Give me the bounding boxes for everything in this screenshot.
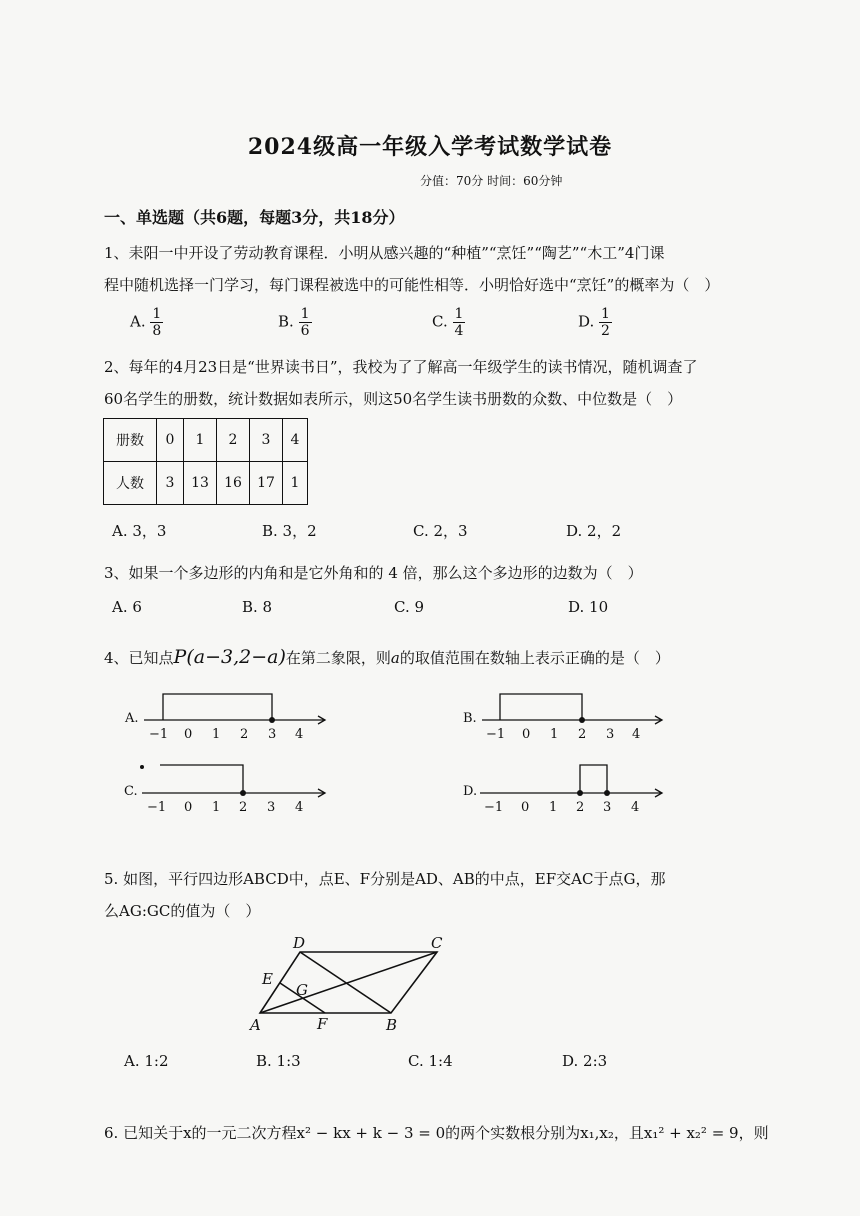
q2-option-c[interactable]: C. 2，3 [413,522,468,540]
table-cell: 2 [217,419,250,462]
q1-line2: 程中随机选择一门学习，每门课程被选中的可能性相等．小明恰好选中“烹饪”的概率为（ ） [104,276,720,294]
table-cell: 0 [157,419,184,462]
tick-label: 1 [550,727,559,742]
tick-label: 3 [603,800,612,815]
q1-option-b-fraction: $\frac{1}{6}$ [300,306,310,339]
q5-line2: 么AG:GC的值为（ ） [104,902,261,920]
q2-option-b[interactable]: B. 3，2 [262,522,317,540]
table-cell: 3 [250,419,283,462]
table-cell: 1 [283,462,308,505]
point-label-f: F [317,1015,328,1033]
score-time-info: 分值：70分 时间：60分钟 [420,174,563,188]
tick-label: 2 [578,727,587,742]
q1-option-a-fraction: $\frac{1}{8}$ [152,306,162,339]
tick-label: 2 [576,800,585,815]
section-heading: 一、单选题（共6题，每题3分，共18分） [104,208,405,227]
tick-label: −1 [149,727,169,742]
tick-label: 4 [631,800,640,815]
tick-label: 3 [267,800,276,815]
q2-line2: 60名学生的册数，统计数据如表所示，则这50名学生读书册数的众数、中位数是（ ） [104,390,683,408]
q5-option-a[interactable]: A. 1:2 [124,1052,169,1070]
point-label-b: B [386,1016,398,1034]
page-title: 2024级高一年级入学考试数学试卷 [247,134,613,160]
q4-label-d: D. [463,784,478,799]
q3-option-d[interactable]: D. 10 [568,598,609,616]
tick-label: 1 [549,800,558,815]
q1-option-d-label: D. [578,312,595,331]
tick-label: 1 [212,800,221,815]
tick-label: 4 [295,727,304,742]
q1-option-d-fraction: $\frac{1}{2}$ [601,306,610,339]
q4-label-b: B. [463,711,477,726]
tick-label: 2 [239,800,248,815]
q4-var: a [390,649,400,667]
tick-label: 1 [212,727,221,742]
q1-option-c-label: C. [432,312,448,331]
q2-option-a[interactable]: A. 3，3 [112,522,167,540]
tick-label: 3 [268,727,277,742]
q5-figure [260,952,437,1013]
point-label-d: D [293,934,306,952]
q1-option-a-label: A. [130,312,146,331]
q5-line1: 5. 如图，平行四边形ABCD中，点E、F分别是AD、AB的中点，EF交AC于点G，那 [104,870,666,888]
q1-option-c-fraction: $\frac{1}{4}$ [454,306,464,339]
q5-option-d[interactable]: D. 2:3 [562,1052,608,1070]
q6-line1: 6. 已知关于x的一元二次方程x² − kx + k − 3 = 0的两个实数根分别为x₁,x₂，且x₁² + x₂² = 9，则 [104,1124,769,1142]
tick-label: −1 [147,800,167,815]
tick-label: −1 [484,800,504,815]
table-cell: 人数 [104,462,157,505]
q5-option-c[interactable]: C. 1:4 [408,1052,453,1070]
q4-point: P(a−3,2−a) [173,646,286,668]
q4-middle: 在第二象限，则 [285,649,391,667]
q5-option-b[interactable]: B. 1:3 [256,1052,301,1070]
q3-line1: 3、如果一个多边形的内角和是它外角和的 4 倍，那么这个多边形的边数为（ ） [104,564,643,582]
q2-line1: 2、每年的4月23日是“世界读书日”，我校为了了解高一年级学生的读书情况，随机调查了 [104,358,698,376]
q1-option-b-label: B. [278,312,294,331]
point-label-g: G [296,981,308,999]
q4-suffix: 的取值范围在数轴上表示正确的是（ ） [399,649,670,667]
table-cell: 3 [157,462,184,505]
table-cell: 16 [217,462,250,505]
tick-label: 4 [295,800,304,815]
q3-option-b[interactable]: B. 8 [242,598,273,616]
table-cell: 17 [250,462,283,505]
q3-option-c[interactable]: C. 9 [394,598,425,616]
q4-prefix: 4、已知点 [104,649,174,667]
table-cell: 册数 [104,419,157,462]
table-cell: 4 [283,419,308,462]
tick-label: −1 [486,727,506,742]
tick-label: 0 [184,727,193,742]
tick-label: 0 [184,800,193,815]
point-label-a: A [250,1016,261,1034]
tick-label: 0 [522,727,531,742]
table-cell: 1 [184,419,217,462]
tick-label: 2 [240,727,249,742]
tick-label: 4 [632,727,641,742]
tick-label: 0 [521,800,530,815]
point-label-c: C [431,934,443,952]
q1-line1: 1、耒阳一中开设了劳动教育课程．小明从感兴趣的“种植”“烹饪”“陶艺”“木工”4门课 [104,244,665,262]
tick-label: 3 [606,727,615,742]
table-cell: 13 [184,462,217,505]
q4-label-a: A. [125,711,139,726]
point-label-e: E [262,970,273,988]
q4-label-c: C. [124,784,138,799]
q3-option-a[interactable]: A. 6 [112,598,142,616]
q2-option-d[interactable]: D. 2，2 [566,522,622,540]
